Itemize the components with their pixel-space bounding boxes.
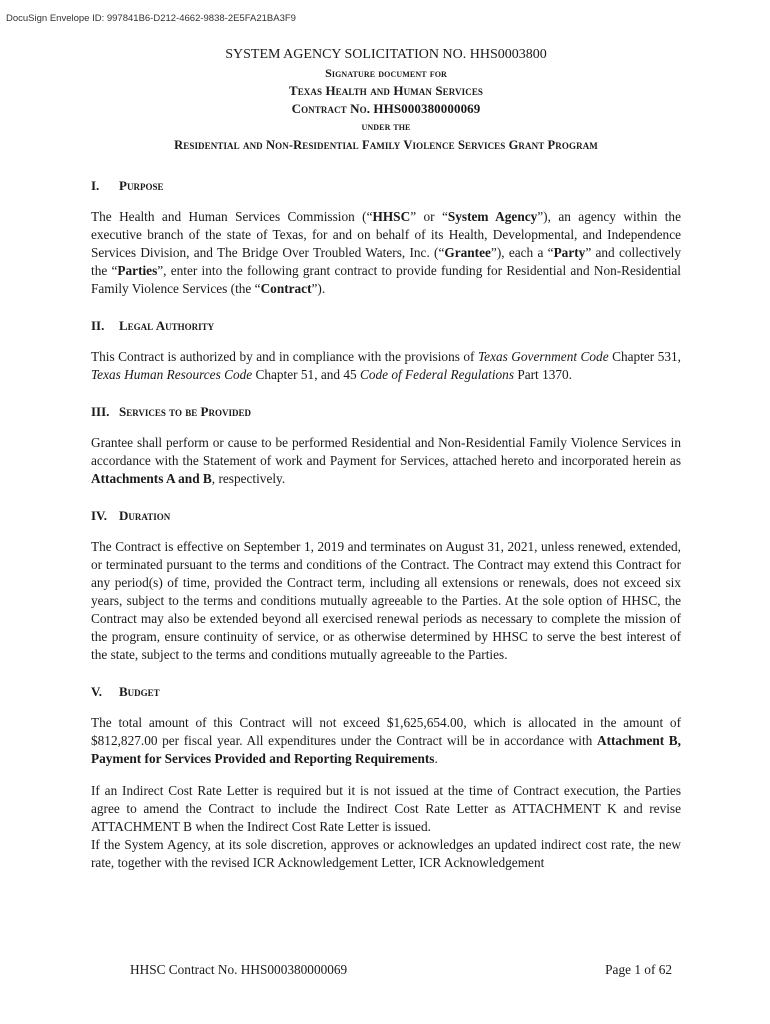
section-heading-services [91,404,681,420]
program-title: Residential and Non-Residential Family Violence Services Grant Program [174,138,598,152]
duration-paragraph: The Contract is effective on September 1, 2019 and terminates on August 31, 2021, unless renewed, extended, or terminated pursuant to the terms and conditions of the Contract. The Contract may extend this Contract for any period(s) of time, provided the Contract term, including all extensions or renewals, does not exceed six years, subject to the terms and conditions mutually agreeable to the Parties. At the sole option of HHSC, the Contract may also be extended beyond all exercised renewal periods as necessary to complete the mission of the program, ensure continuity of service, or as otherwise determined by HHSC to serve the best interest of the state, subject to the terms and conditions mutually agreeable to the Parties. [91,539,681,662]
icr-paragraph: If the System Agency, at its sole discretion, approves or acknowledges an updated indirect cost rate, the new rate, together with the revised ICR Acknowledgement Letter, ICR Acknowledgement [91,837,681,870]
section-title: Services to be Provided [119,404,251,419]
footer-contract-number: HHSC Contract No. HHS000380000069 [130,962,348,977]
section-number: II. [91,318,105,333]
agency-line: Texas Health and Human Services [288,83,484,98]
document-page [91,46,681,872]
docusign-envelope-id: DocuSign Envelope ID: 997841B6-D212-4662-9838-2E5FA21BA3F9 [6,13,296,24]
contract-number-line: Contract No. HHS000380000069 [291,101,481,116]
purpose-paragraph: The Health and Human Services Commission (“HHSC” or “System Agency”), an agency within the executive branch of the state of Texas, for and on behalf of its Health, Developmental, and Independence Services Division, and The Bridge Over Troubled Waters, Inc. (“Grantee”), each a “Party” and collectively the “Parties”, enter into the following grant contract to provide funding for Residential and Non-Residential Family Violence Services (the “Contract”). [91,209,681,296]
indirect-cost-paragraph: If an Indirect Cost Rate Letter is required but it is not issued at the time of Contract execution, the Parties agree to amend the Contract to include the Indirect Cost Rate Letter as ATTACHMENT K and revise ATTACHMENT B when the Indirect Cost Rate Letter is issued. [91,783,681,834]
under-the-line: under the [361,121,411,133]
footer-page-number: Page 1 of 62 [605,962,672,977]
section-title: Duration [119,508,171,523]
section-number: IV. [91,508,108,523]
section-number: I. [91,178,100,193]
section-title: Legal Authority [119,318,215,333]
section-heading-duration [91,508,681,524]
section-title: Budget [119,684,160,699]
section-heading-purpose [91,178,681,194]
section-number: V. [91,684,102,699]
section-title: Purpose [119,178,164,193]
section-heading-budget [91,684,681,700]
services-paragraph: Grantee shall perform or cause to be performed Residential and Non-Residential Family Violence Services in accordance with the Statement of work and Payment for Services, attached hereto and incorporated herein as Attachments A and B, respectively. [91,435,681,486]
section-heading-legal-authority [91,318,681,334]
section-number: III. [91,404,110,419]
legal-authority-paragraph: This Contract is authorized by and in compliance with the provisions of Texas Government Code Chapter 531, Texas Human Resources Code Chapter 51, and 45 Code of Federal Regulations Part 1370. [91,349,681,382]
solicitation-title: SYSTEM AGENCY SOLICITATION NO. HHS0003800 [225,47,547,62]
budget-paragraph: The total amount of this Contract will not exceed $1,625,654.00, which is allocated in the amount of $812,827.00 per fiscal year. All expenditures under the Contract will be in accordance with Attachment B, Payment for Services Provided and Reporting Requirements. [91,715,681,766]
signature-document-line: Signature document for [325,66,447,80]
